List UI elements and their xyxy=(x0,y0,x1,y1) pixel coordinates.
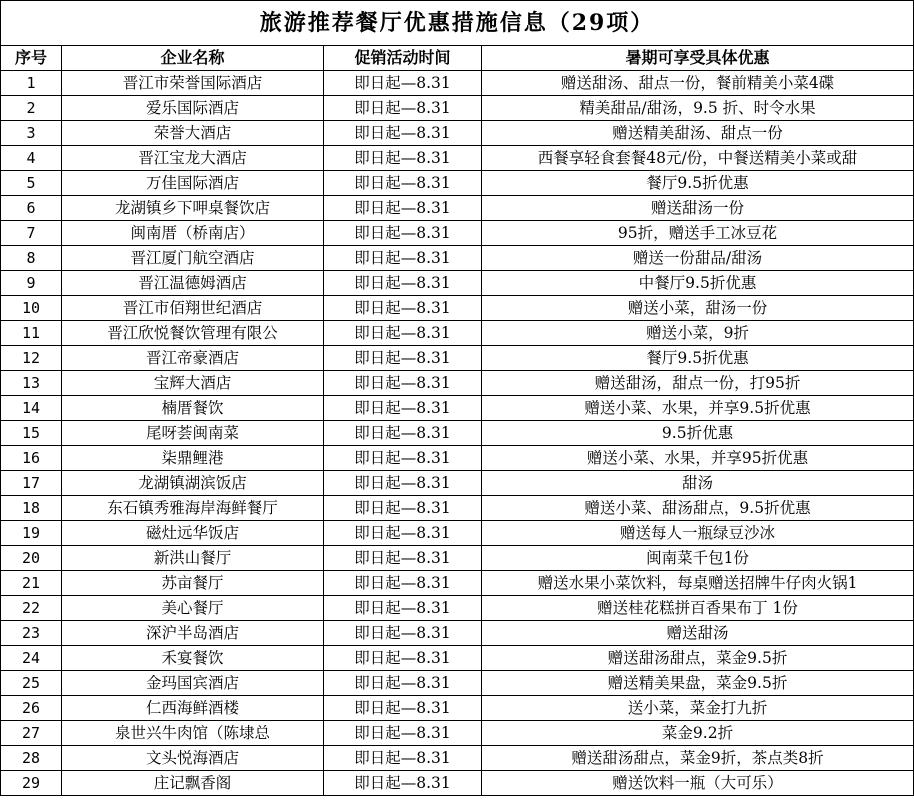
row-offer: 甜汤 xyxy=(482,471,914,496)
table-row xyxy=(1,221,914,246)
row-period: 即日起—8.31 xyxy=(324,446,482,471)
row-number: 27 xyxy=(1,721,62,746)
table-row xyxy=(1,71,914,96)
table-row xyxy=(1,321,914,346)
row-period: 即日起—8.31 xyxy=(324,371,482,396)
row-number: 17 xyxy=(1,471,62,496)
row-enterprise-name: 宝辉大酒店 xyxy=(62,371,324,396)
table-row xyxy=(1,371,914,396)
row-number: 22 xyxy=(1,596,62,621)
row-offer: 西餐享轻食套餐48元/份，中餐送精美小菜或甜 xyxy=(482,146,914,171)
row-enterprise-name: 爱乐国际酒店 xyxy=(62,96,324,121)
row-enterprise-name: 晋江厦门航空酒店 xyxy=(62,246,324,271)
header-name: 企业名称 xyxy=(62,46,324,71)
row-period: 即日起—8.31 xyxy=(324,196,482,221)
row-number: 5 xyxy=(1,171,62,196)
table-row xyxy=(1,596,914,621)
row-offer: 赠送甜汤、甜点一份，餐前精美小菜4碟 xyxy=(482,71,914,96)
table-row xyxy=(1,146,914,171)
row-period: 即日起—8.31 xyxy=(324,246,482,271)
row-number: 3 xyxy=(1,121,62,146)
row-enterprise-name: 东石镇秀雅海岸海鲜餐厅 xyxy=(62,496,324,521)
row-enterprise-name: 晋江欣悦餐饮管理有限公 xyxy=(62,321,324,346)
row-period: 即日起—8.31 xyxy=(324,271,482,296)
table-row xyxy=(1,746,914,771)
row-offer: 赠送甜汤，甜点一份，打95折 xyxy=(482,371,914,396)
row-enterprise-name: 泉世兴牛肉馆（陈埭总 xyxy=(62,721,324,746)
table-row xyxy=(1,721,914,746)
row-period: 即日起—8.31 xyxy=(324,71,482,96)
table-row xyxy=(1,571,914,596)
row-period: 即日起—8.31 xyxy=(324,671,482,696)
row-number: 19 xyxy=(1,521,62,546)
row-number: 14 xyxy=(1,396,62,421)
row-offer: 赠送甜汤甜点，菜金9.5折 xyxy=(482,646,914,671)
row-period: 即日起—8.31 xyxy=(324,471,482,496)
row-number: 21 xyxy=(1,571,62,596)
header-period: 促销活动时间 xyxy=(324,46,482,71)
row-period: 即日起—8.31 xyxy=(324,396,482,421)
row-number: 25 xyxy=(1,671,62,696)
row-offer: 赠送小菜，9折 xyxy=(482,321,914,346)
row-enterprise-name: 晋江帝豪酒店 xyxy=(62,346,324,371)
table-row xyxy=(1,346,914,371)
row-offer: 9.5折优惠 xyxy=(482,421,914,446)
table-row xyxy=(1,496,914,521)
row-enterprise-name: 龙湖镇乡下呷桌餐饮店 xyxy=(62,196,324,221)
table-row xyxy=(1,96,914,121)
row-period: 即日起—8.31 xyxy=(324,621,482,646)
table-row xyxy=(1,546,914,571)
row-number: 18 xyxy=(1,496,62,521)
row-enterprise-name: 晋江市荣誉国际酒店 xyxy=(62,71,324,96)
table-row xyxy=(1,521,914,546)
row-offer: 赠送饮料一瓶（大可乐） xyxy=(482,771,914,796)
row-offer: 赠送桂花糕拼百香果布丁 1份 xyxy=(482,596,914,621)
row-period: 即日起—8.31 xyxy=(324,521,482,546)
row-number: 13 xyxy=(1,371,62,396)
row-period: 即日起—8.31 xyxy=(324,171,482,196)
row-enterprise-name: 庄记飘香阁 xyxy=(62,771,324,796)
row-offer: 赠送甜汤甜点，菜金9折，茶点类8折 xyxy=(482,746,914,771)
row-offer: 精美甜品/甜汤，9.5 折、时令水果 xyxy=(482,96,914,121)
table-row xyxy=(1,296,914,321)
header-offer: 暑期可享受具体优惠 xyxy=(482,46,914,71)
row-enterprise-name: 文头悦海酒店 xyxy=(62,746,324,771)
row-enterprise-name: 荣誉大酒店 xyxy=(62,121,324,146)
row-offer: 赠送水果小菜饮料，每桌赠送招牌牛仔肉火锅1 xyxy=(482,571,914,596)
table-row xyxy=(1,421,914,446)
row-enterprise-name: 美心餐厅 xyxy=(62,596,324,621)
row-number: 4 xyxy=(1,146,62,171)
row-number: 28 xyxy=(1,746,62,771)
header-no: 序号 xyxy=(1,46,62,71)
row-period: 即日起—8.31 xyxy=(324,546,482,571)
table-title: 旅游推荐餐厅优惠措施信息（29项） xyxy=(1,1,914,46)
row-enterprise-name: 新洪山餐厅 xyxy=(62,546,324,571)
row-number: 9 xyxy=(1,271,62,296)
row-enterprise-name: 尾呀荟闽南菜 xyxy=(62,421,324,446)
row-offer: 中餐厅9.5折优惠 xyxy=(482,271,914,296)
row-number: 12 xyxy=(1,346,62,371)
row-offer: 赠送每人一瓶绿豆沙冰 xyxy=(482,521,914,546)
row-offer: 赠送精美果盘，菜金9.5折 xyxy=(482,671,914,696)
row-period: 即日起—8.31 xyxy=(324,146,482,171)
row-period: 即日起—8.31 xyxy=(324,121,482,146)
row-offer: 送小菜，菜金打九折 xyxy=(482,696,914,721)
row-enterprise-name: 龙湖镇湖滨饭店 xyxy=(62,471,324,496)
row-number: 6 xyxy=(1,196,62,221)
row-offer: 95折，赠送手工冰豆花 xyxy=(482,221,914,246)
row-offer: 菜金9.2折 xyxy=(482,721,914,746)
row-period: 即日起—8.31 xyxy=(324,771,482,796)
row-enterprise-name: 万佳国际酒店 xyxy=(62,171,324,196)
row-period: 即日起—8.31 xyxy=(324,721,482,746)
row-number: 23 xyxy=(1,621,62,646)
row-offer: 赠送甜汤 xyxy=(482,621,914,646)
row-period: 即日起—8.31 xyxy=(324,696,482,721)
row-period: 即日起—8.31 xyxy=(324,746,482,771)
table-row xyxy=(1,671,914,696)
table-row xyxy=(1,696,914,721)
row-number: 7 xyxy=(1,221,62,246)
table-row xyxy=(1,396,914,421)
row-enterprise-name: 苏亩餐厅 xyxy=(62,571,324,596)
row-enterprise-name: 禾宴餐饮 xyxy=(62,646,324,671)
row-number: 11 xyxy=(1,321,62,346)
row-offer: 赠送小菜、水果，并享9.5折优惠 xyxy=(482,396,914,421)
table-row xyxy=(1,446,914,471)
row-enterprise-name: 晋江温德姆酒店 xyxy=(62,271,324,296)
row-number: 10 xyxy=(1,296,62,321)
row-offer: 餐厅9.5折优惠 xyxy=(482,346,914,371)
row-offer: 赠送一份甜品/甜汤 xyxy=(482,246,914,271)
table-row xyxy=(1,121,914,146)
row-period: 即日起—8.31 xyxy=(324,321,482,346)
row-period: 即日起—8.31 xyxy=(324,221,482,246)
row-number: 15 xyxy=(1,421,62,446)
table-row xyxy=(1,771,914,796)
row-number: 24 xyxy=(1,646,62,671)
row-enterprise-name: 晋江市佰翔世纪酒店 xyxy=(62,296,324,321)
row-enterprise-name: 晋江宝龙大酒店 xyxy=(62,146,324,171)
row-period: 即日起—8.31 xyxy=(324,421,482,446)
row-period: 即日起—8.31 xyxy=(324,96,482,121)
row-enterprise-name: 金玛国宾酒店 xyxy=(62,671,324,696)
row-period: 即日起—8.31 xyxy=(324,571,482,596)
table-row xyxy=(1,471,914,496)
table-row xyxy=(1,246,914,271)
row-offer: 赠送小菜、甜汤甜点，9.5折优惠 xyxy=(482,496,914,521)
row-period: 即日起—8.31 xyxy=(324,646,482,671)
row-enterprise-name: 闽南厝（桥南店） xyxy=(62,221,324,246)
header-row xyxy=(1,46,914,71)
table-row xyxy=(1,621,914,646)
row-offer: 赠送小菜、水果，并享95折优惠 xyxy=(482,446,914,471)
table-row xyxy=(1,171,914,196)
row-enterprise-name: 柒鼎鲤港 xyxy=(62,446,324,471)
row-offer: 闽南菜千包1份 xyxy=(482,546,914,571)
row-period: 即日起—8.31 xyxy=(324,596,482,621)
row-period: 即日起—8.31 xyxy=(324,496,482,521)
row-enterprise-name: 深沪半岛酒店 xyxy=(62,621,324,646)
table-row xyxy=(1,646,914,671)
row-number: 20 xyxy=(1,546,62,571)
row-enterprise-name: 磁灶远华饭店 xyxy=(62,521,324,546)
row-number: 1 xyxy=(1,71,62,96)
table-row xyxy=(1,271,914,296)
row-offer: 赠送甜汤一份 xyxy=(482,196,914,221)
table-row xyxy=(1,196,914,221)
row-offer: 餐厅9.5折优惠 xyxy=(482,171,914,196)
row-enterprise-name: 楠厝餐饮 xyxy=(62,396,324,421)
row-number: 29 xyxy=(1,771,62,796)
row-offer: 赠送精美甜汤、甜点一份 xyxy=(482,121,914,146)
row-period: 即日起—8.31 xyxy=(324,296,482,321)
row-number: 8 xyxy=(1,246,62,271)
row-offer: 赠送小菜，甜汤一份 xyxy=(482,296,914,321)
row-number: 16 xyxy=(1,446,62,471)
row-period: 即日起—8.31 xyxy=(324,346,482,371)
row-number: 2 xyxy=(1,96,62,121)
row-number: 26 xyxy=(1,696,62,721)
row-enterprise-name: 仁西海鲜酒楼 xyxy=(62,696,324,721)
